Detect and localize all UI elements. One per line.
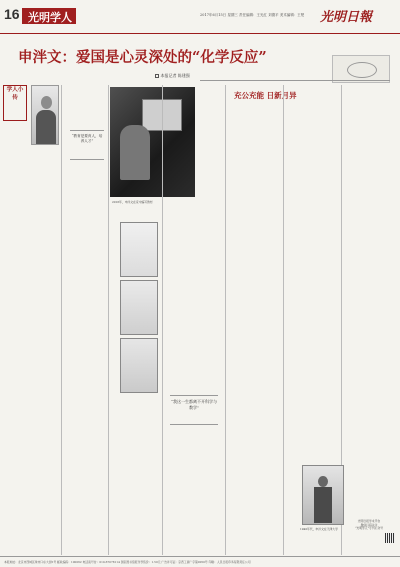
column-label: 学人小传 <box>6 87 24 101</box>
portrait-photo <box>31 85 59 145</box>
archive-head-shape <box>318 476 328 487</box>
section-band <box>22 8 76 24</box>
page-number: 16 <box>4 6 20 22</box>
article-title: 申泮文：爱国是心灵深处的“化学反应” <box>18 49 267 66</box>
photo-caption: 1940年代，申泮文在天津大学 <box>300 527 338 531</box>
byline-text: 本报记者 陈建强 <box>160 73 190 78</box>
portrait-head-shape <box>41 96 52 109</box>
pull-quote: “教育是要育人，培养人才” <box>70 130 104 160</box>
qr-code-icon <box>385 533 395 543</box>
book-cover-image <box>120 338 158 393</box>
header-info: 2017年6月15日 星期三 责任编辑：王光红 刘德平 美术编辑：王楚 <box>200 13 305 17</box>
person-shape <box>120 125 150 180</box>
archive-body-shape <box>314 487 332 523</box>
decorative-illustration <box>332 55 390 83</box>
archive-photo <box>302 465 344 525</box>
subheading: 充公充能 日新月异 <box>234 91 297 100</box>
book-cover-image <box>120 280 158 335</box>
column-label-box <box>3 85 27 121</box>
pull-quote: “我这一生都离不开科学与教学” <box>170 395 218 425</box>
masthead-logo: 光明日報 <box>320 10 373 25</box>
promo-text: 光明日报学术平台 微信扫码关注 “光明学人”专刊公众号 <box>354 519 384 531</box>
portrait-body-shape <box>36 110 56 145</box>
page-footer: 本报地址：北京市西城区珠市口东大街5号 邮政编码：100062 电话查号台：010-67078114 国家图书馆报刊零售价：1.50元 广告许可证：京西工商广字第0050号 印刷：人民日报印务有限责任公司 <box>0 556 400 567</box>
photo-caption: 2016年，申泮文在家中编写教材 <box>112 200 153 204</box>
byline-box-icon <box>155 74 159 78</box>
section-title: 光明学人 <box>28 11 72 24</box>
article-photo <box>110 87 195 197</box>
book-cover-image <box>120 222 158 277</box>
byline <box>155 73 190 79</box>
column-divider <box>200 80 390 81</box>
